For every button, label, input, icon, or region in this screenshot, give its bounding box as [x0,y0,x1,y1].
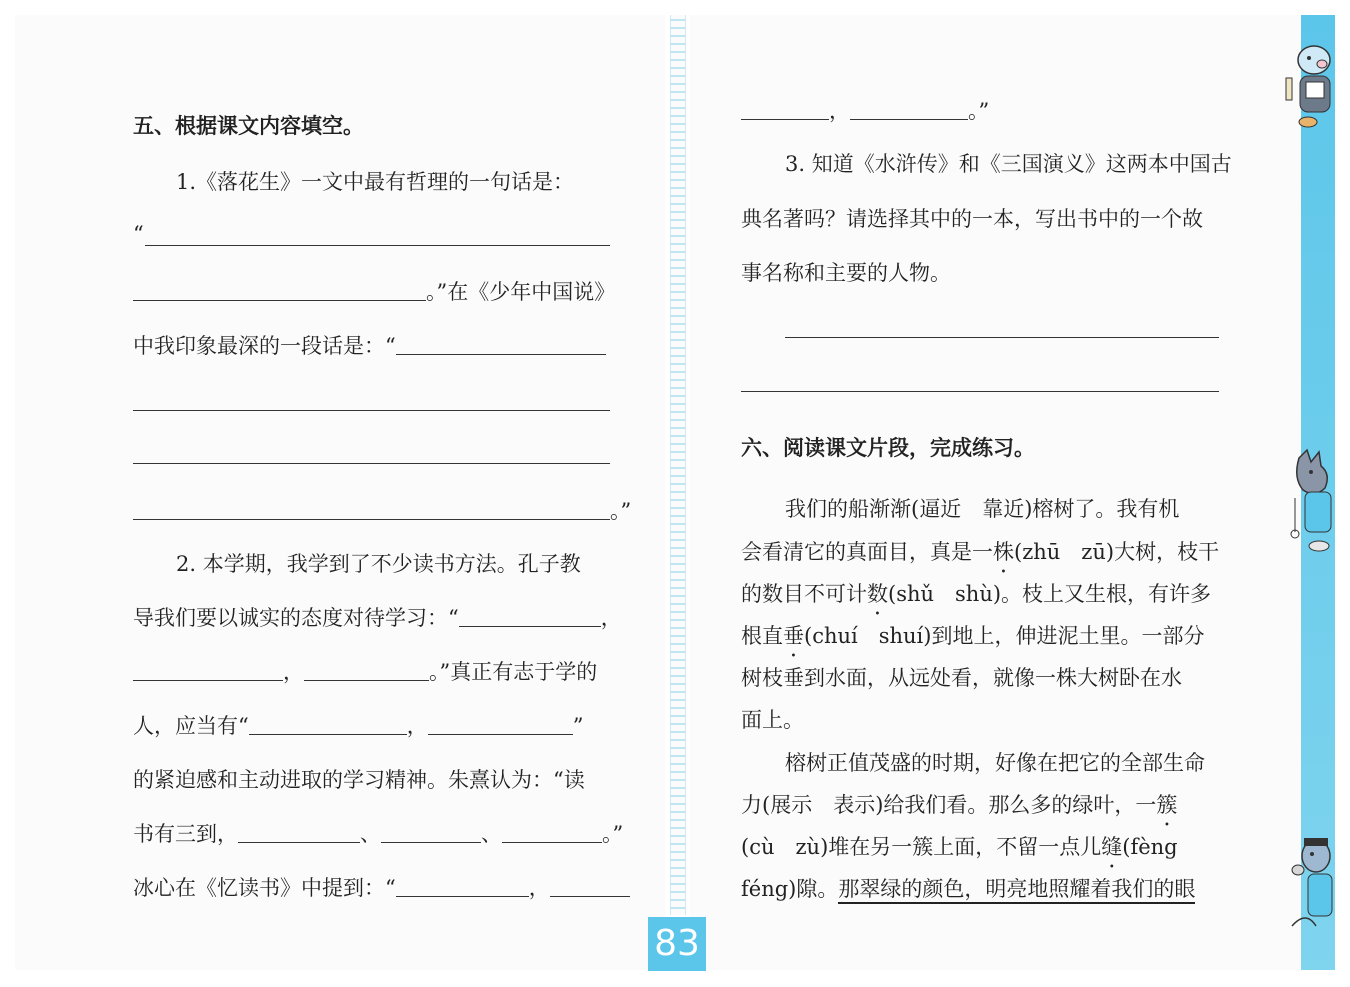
q2-blank-5[interactable] [428,714,573,735]
p2-line4: féng)隙。那翠绿的颜色，明亮地照耀着我们的眼 [741,873,1195,903]
q2-blank-6[interactable] [238,822,360,843]
q1-answer-line-2[interactable] [133,280,426,301]
q1-line1: 1.《落花生》一文中最有哲理的一句话是： [176,170,575,194]
pig-mascot-icon [1280,38,1336,130]
q3-answer-line-2[interactable] [741,391,1219,392]
q2-blank-1[interactable] [459,606,601,627]
q1-quote-blank[interactable] [396,334,606,355]
q1-line4: 中我印象最深的一段话是：“ [133,330,606,360]
p1-line1: 我们的船渐渐(逼近 靠近)榕树了。我有机 [785,497,1180,521]
section5-title: 五、根据课文内容填空。 [133,114,364,138]
q1-last-line: 。” [133,495,631,525]
p1-line6: 面上。 [741,708,804,732]
q2-line1: 2. 本学期，我学到了不少读书方法。孔子教 [176,552,581,576]
p2-line3: (cù zù)堆在另一簇上面，不留一点儿缝(fèng [741,835,1178,859]
wolf-mascot-icon [1285,448,1337,553]
q3-line3: 事名称和主要的人物。 [741,261,951,285]
right-top-line: ， 。” [741,95,989,125]
q2-blank-9[interactable] [396,876,529,897]
q2-line5: 的紧迫感和主动进取的学习精神。朱熹认为：“读 [133,768,585,792]
book-spine [670,15,686,915]
p1-line4: 根直垂(chuí shuí)到地上，伸进泥土里。一部分 [741,624,1205,648]
q1-answer-line-1[interactable] [145,245,610,246]
q1-open-quote: “ [133,222,144,246]
q1-line3: 。”在《少年中国说》 [133,276,615,306]
q1-answer-line-4[interactable] [133,463,610,464]
dog-mascot-icon [1286,830,1336,940]
q2-blank-2[interactable] [133,660,283,681]
q1-answer-line-5[interactable] [133,499,610,520]
section6-title: 六、阅读课文片段，完成练习。 [741,436,1035,460]
q2-blank-10[interactable] [550,876,630,897]
right-top-blank-2[interactable] [850,99,968,120]
q2-line3: ， 。”真正有志于学的 [133,656,597,686]
underlined-sentence: 那翠绿的颜色，明亮地照耀着我们的眼 [838,877,1195,904]
q3-line2: 典名著吗？请选择其中的一本，写出书中的一个故 [741,207,1203,231]
p1-line2: 会看清它的真面目，真是一株(zhū zū)大树，枝干 [741,540,1220,564]
right-top-blank-1[interactable] [741,99,829,120]
p2-line1: 榕树正值茂盛的时期，好像在把它的全部生命 [785,751,1205,775]
q2-blank-8[interactable] [502,822,602,843]
q2-line4: 人，应当有“ ， ” [133,714,584,738]
p1-line3: 的数目不可计数(shǔ shù)。枝上又生根，有许多 [741,582,1212,606]
page-number: 83 [648,917,706,971]
q2-line2: 导我们要以诚实的态度对待学习：“ ， [133,606,622,630]
q2-blank-7[interactable] [381,822,481,843]
q2-line6: 书有三到， 、 、 。” [133,822,624,846]
p2-line2: 力(展示 表示)给我们看。那么多的绿叶，一簇 [741,793,1178,817]
q3-line1: 3. 知道《水浒传》和《三国演义》这两本中国古 [785,152,1232,176]
q2-blank-3[interactable] [304,660,429,681]
q1-answer-line-3[interactable] [133,410,610,411]
q2-blank-4[interactable] [249,714,407,735]
p1-line5: 树枝垂到水面，从远处看，就像一株大树卧在水 [741,666,1182,690]
q3-answer-line-1[interactable] [785,337,1219,338]
q2-line7: 冰心在《忆读书》中提到：“ ， [133,872,630,902]
